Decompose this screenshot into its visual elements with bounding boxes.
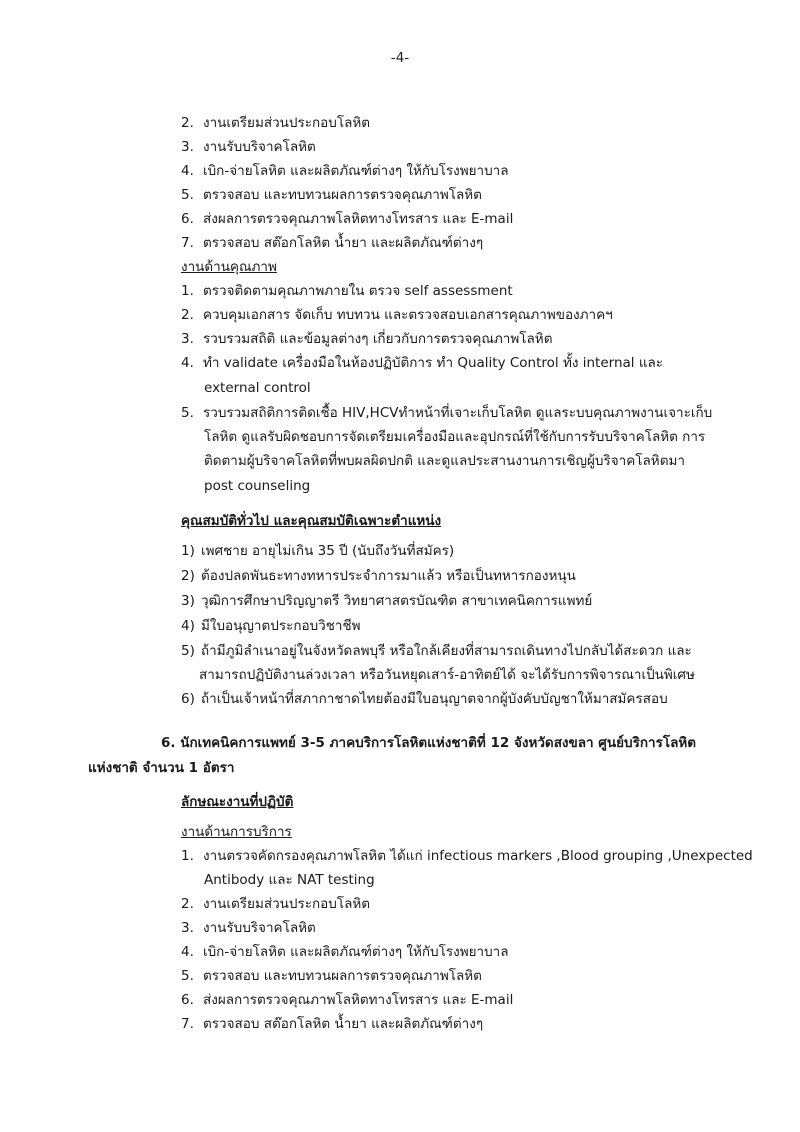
list-item: 7. ตรวจสอบ สต๊อกโลหิต น้ำยา และผลิตภัณฑ์ต่างๆ bbox=[181, 1016, 484, 1032]
quality-heading: งานด้านคุณภาพ bbox=[181, 259, 277, 275]
qualification-item: 3) วุฒิการศึกษาปริญญาตรี วิทยาศาสตรบัณฑิต สาขาเทคนิคการแพทย์ bbox=[181, 593, 593, 609]
page-number: -4- bbox=[390, 50, 410, 66]
duties-heading: ลักษณะงานที่ปฏิบัติ bbox=[181, 794, 294, 810]
list-item: 5. ตรวจสอบ และทบทวนผลการตรวจคุณภาพโลหิต bbox=[181, 968, 482, 984]
qualification-item: 1) เพศชาย อายุไม่เกิน 35 ปี (นับถึงวันที่สมัคร) bbox=[181, 543, 455, 559]
qualification-item: 4) มีใบอนุญาตประกอบวิชาชีพ bbox=[181, 618, 361, 634]
position-title-continuation: แห่งชาติ จำนวน 1 อัตรา bbox=[88, 760, 235, 776]
list-item: 1. งานตรวจคัดกรองคุณภาพโลหิต ได้แก่ infectious markers ,Blood grouping ,Unexpected bbox=[181, 848, 753, 864]
list-item: 3. รวบรวมสถิติ และข้อมูลต่างๆ เกี่ยวกับการตรวจคุณภาพโลหิต bbox=[181, 331, 553, 347]
list-item-continuation: โลหิต ดูแลรับผิดชอบการจัดเตรียมเครื่องมือและอุปกรณ์ที่ใช้กับการรับบริจาคโลหิต การ bbox=[204, 429, 706, 445]
list-item: 3. งานรับบริจาคโลหิต bbox=[181, 139, 316, 155]
qualification-continuation: สามารถปฏิบัติงานล่วงเวลา หรือวันหยุดเสาร์-อาทิตย์ได้ จะได้รับการพิจารณาเป็นพิเศษ bbox=[199, 667, 695, 683]
list-item: 4. เบิก-จ่ายโลหิต และผลิตภัณฑ์ต่างๆ ให้กับโรงพยาบาล bbox=[181, 163, 509, 179]
list-item: 3. งานรับบริจาคโลหิต bbox=[181, 920, 316, 936]
list-item-continuation: Antibody และ NAT testing bbox=[204, 872, 375, 888]
position-title: 6. นักเทคนิคการแพทย์ 3-5 ภาคบริการโลหิตแห่งชาติที่ 12 จังหวัดสงขลา ศูนย์บริการโลหิต bbox=[161, 735, 697, 751]
qualification-heading: คุณสมบัติทั่วไป และคุณสมบัติเฉพาะตำแหน่ง bbox=[181, 513, 442, 529]
list-item: 6. ส่งผลการตรวจคุณภาพโลหิตทางโทรสาร และ E-mail bbox=[181, 211, 514, 227]
list-item-continuation: ติดตามผู้บริจาคโลหิตที่พบผลผิดปกติ และดูแลประสานงานการเชิญผู้บริจาคโลหิตมา bbox=[204, 453, 685, 469]
list-item: 2. งานเตรียมส่วนประกอบโลหิต bbox=[181, 896, 371, 912]
qualification-item: 5) ถ้ามีภูมิลำเนาอยู่ในจังหวัดลพบุรี หรือใกล้เคียงที่สามารถเดินทางไปกลับได้สะดวก และ bbox=[181, 643, 692, 659]
qualification-item: 2) ต้องปลดพันธะทางทหารประจำการมาแล้ว หรือเป็นทหารกองหนุน bbox=[181, 568, 576, 584]
list-item: 2. ควบคุมเอกสาร จัดเก็บ ทบทวน และตรวจสอบเอกสารคุณภาพของภาคฯ bbox=[181, 307, 613, 323]
qualification-item: 6) ถ้าเป็นเจ้าหน้าที่สภากาชาดไทยต้องมีใบอนุญาตจากผู้บังคับบัญชาให้มาสมัครสอบ bbox=[181, 691, 668, 707]
service-heading: งานด้านการบริการ bbox=[181, 824, 292, 840]
list-item: 5. ตรวจสอบ และทบทวนผลการตรวจคุณภาพโลหิต bbox=[181, 187, 482, 203]
list-item: 6. ส่งผลการตรวจคุณภาพโลหิตทางโทรสาร และ E-mail bbox=[181, 992, 514, 1008]
list-item-continuation: post counseling bbox=[204, 478, 311, 494]
list-item: 7. ตรวจสอบ สต๊อกโลหิต น้ำยา และผลิตภัณฑ์ต่างๆ bbox=[181, 235, 484, 251]
list-item: 4. ทำ validate เครื่องมือในห้องปฏิบัติการ ทำ Quality Control ทั้ง internal และ bbox=[181, 355, 664, 371]
list-item: 5. รวบรวมสถิติการติดเชื้อ HIV,HCVทำหน้าที่เจาะเก็บโลหิต ดูแลระบบคุณภาพงานเจาะเก็บ bbox=[181, 405, 713, 421]
list-item: 1. ตรวจติดตามคุณภาพภายใน ตรวจ self assessment bbox=[181, 283, 513, 299]
list-item: 4. เบิก-จ่ายโลหิต และผลิตภัณฑ์ต่างๆ ให้กับโรงพยาบาล bbox=[181, 944, 509, 960]
list-item-continuation: external control bbox=[204, 380, 311, 396]
list-item: 2. งานเตรียมส่วนประกอบโลหิต bbox=[181, 115, 371, 131]
